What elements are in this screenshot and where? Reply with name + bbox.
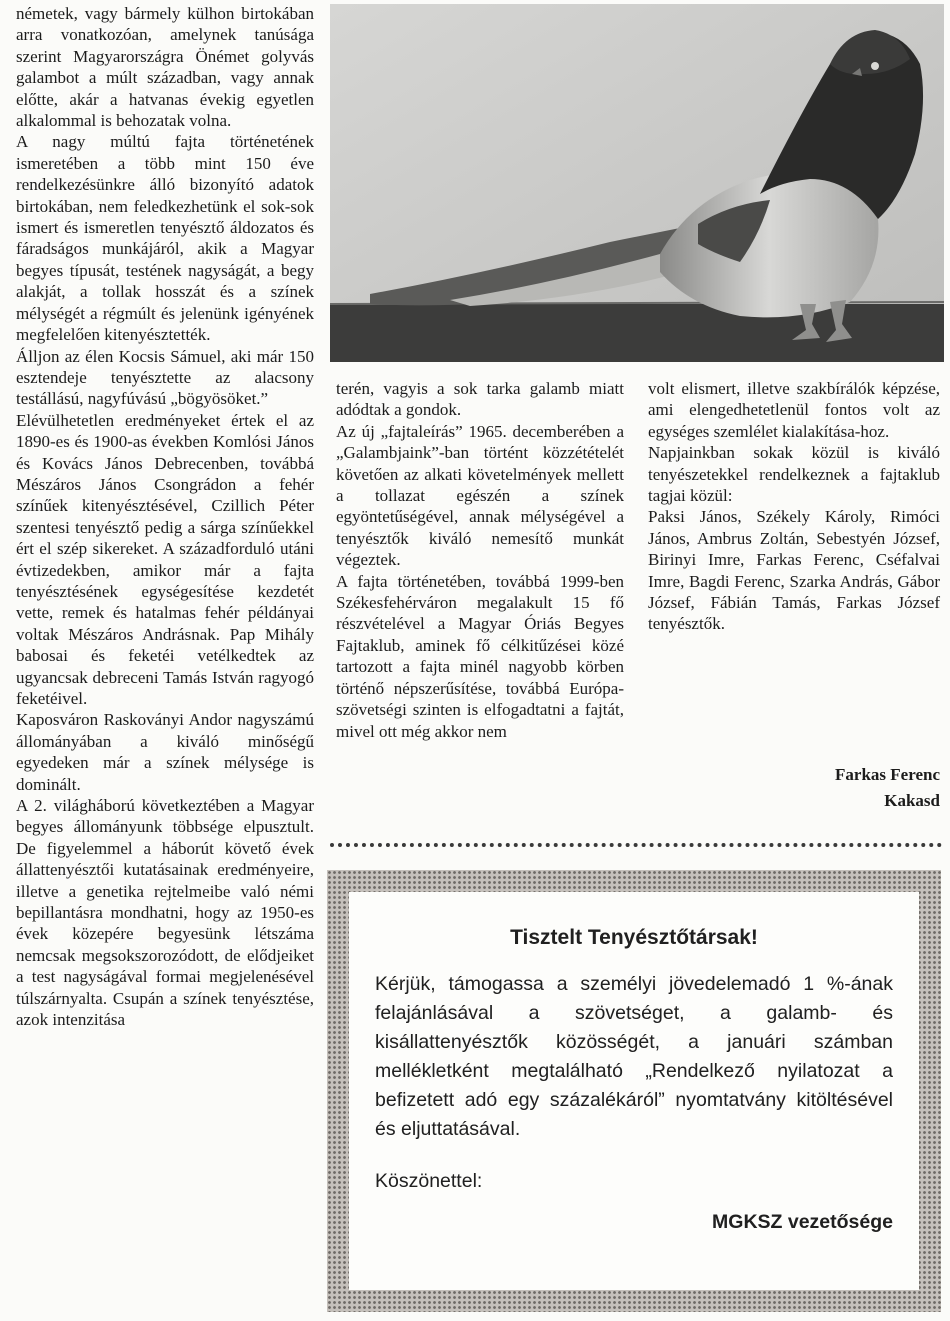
article-column-3 [648, 378, 940, 635]
breeder-list: Paksi János, Székely Károly, Rimóci János, Ambrus Zoltán, Sebestyén József, Birinyi Imre, Farkas Ferenc, Cséfalvai Imre, Bagdi Ferenc, Szarka András, Gábor József, Fábián Tamás, Farkas József tenyésztők. [648, 507, 940, 634]
notice-panel [349, 892, 919, 1290]
paragraph: Napjainkban sokak közül is kiváló tenyészetekkel rendelkeznek a fajtaklub tagjai közül: [648, 443, 940, 506]
pigeon-illustration [330, 4, 944, 362]
article-column-1 [16, 3, 314, 1031]
notice-thanks: Köszönettel: [375, 1170, 483, 1192]
notice-body: Kérjük, támogassa a személyi jövedelemadó 1 %-ának felajánlásával a szövetséget, a galamb- és kisállattenyésztők közösségét, a januári számban mellékletként megtalálható „Rendelkező nyilatozat a befizetett adó egy százalékáról” nyomtatvány kitöltésével és eljuttatásával. [375, 973, 893, 1140]
author-name: Farkas Ferenc [835, 765, 940, 784]
author-place: Kakasd [884, 791, 940, 810]
notice-box [327, 870, 941, 1312]
paragraph: A nagy múltú fajta történetének ismeretében a több mint 150 éve rendelkezésünkre álló bizonyító adatok birtokában, nem feledkezhetünk el sok-sok ismert és ismeretlen tenyésztő áldozatos és fáradságos munkájáról, akik a Magyar begyes típusát, testének nagyságát, a begy alakját, a tollak hosszát és a színek mélységét a régmúlt és jelenünk igényének megfelelően kitenyésztették. [16, 132, 314, 345]
paragraph: terén, vagyis a sok tarka galamb miatt adódtak a gondok. [336, 379, 624, 420]
paragraph: németek, vagy bármely külhon birtokában arra vonatkozóan, amelynek tanúsága szerint Magyarországra Önémet golyvás galambot a múlt században, vagy annak előtte, akár a hatvanas évekig egyetlen alkalommal is behozatak volna. [16, 4, 314, 131]
article-column-2 [336, 378, 624, 742]
article-signature [720, 762, 940, 814]
paragraph: Kaposváron Raskoványi Andor nagyszámú állományában a kiváló minőségű egyedeken már a színek mélysége is dominált. [16, 710, 314, 794]
pigeon-photo [330, 4, 944, 362]
paragraph: Elévülhetetlen eredményeket értek el az 1890-es és 1900-as években Komlósi János és Kovács János Debrecenben, továbbá Mészáros János Csongrádon a fehér színűek kitenyésztésével, Czillich Péter szentesi tenyésztő pedig a sárga színűekkel ért el szép sikereket. A századforduló utáni évtizedekben, amikor már a fajta tenyésztésének egységesítése kezdetét vette, remek és hatalmas fehér példányai voltak Mészáros Andrásnak. Pap Mihály babosai és feketéi vetélkedtek az ugyancsak debreceni Tamás István ragyogó feketéivel. [16, 410, 314, 708]
paragraph: volt elismert, illetve szakbírálók képzése, ami elengedhetetlenül fontos volt az egységes szemlélet kialakítása-hoz. [648, 379, 940, 441]
paragraph: Az új „fajtaleírás” 1965. decemberében a „Galambjaink”-ban történt közzétételét követően az alkati követelmények mellett a tollazat egészén a színek egyöntetűségével, annak mélységével a tenyésztők kiváló nemesítő munkát végeztek. [336, 421, 624, 570]
notice-signer: MGKSZ vezetősége [712, 1211, 893, 1233]
paragraph: A 2. világháború következtében a Magyar begyes állományunk többsége elpusztult. De figyelemmel a háborút követő évek állattenyésztői kutatásainak eredményeire, illetve a genetika rejtelmeibe való némi bepillantásra mondhatni, hogy az 1950-es évek közepére begyesünk létszáma nemcsak megsokszorozódott, de elődjeiket a test nagyságával formai megjelenésével túlszárnyalta. Csupán a színek tenyésztése, azok intenzitása [16, 796, 314, 1030]
paragraph: A fajta történetében, továbbá 1999-ben Székesfehérváron megalakult 15 fő részvételével a Magyar Óriás Begyes Fajtaklub, aminek fő célkitűzései közé tartozott a fajta minél nagyobb körben történő népszerűsítése, továbbá Európa-szövetségi szinten is elfogadtatni a fajtát, mivel ott még akkor nem [336, 571, 624, 741]
notice-title: Tisztelt Tenyésztőtársak! [510, 926, 758, 949]
paragraph: Álljon az élen Kocsis Sámuel, aki már 150 esztendeje tenyésztette az alacsony testállású, nagyfúvású „bögyösöket.” [16, 346, 314, 409]
dotted-divider [330, 843, 942, 847]
